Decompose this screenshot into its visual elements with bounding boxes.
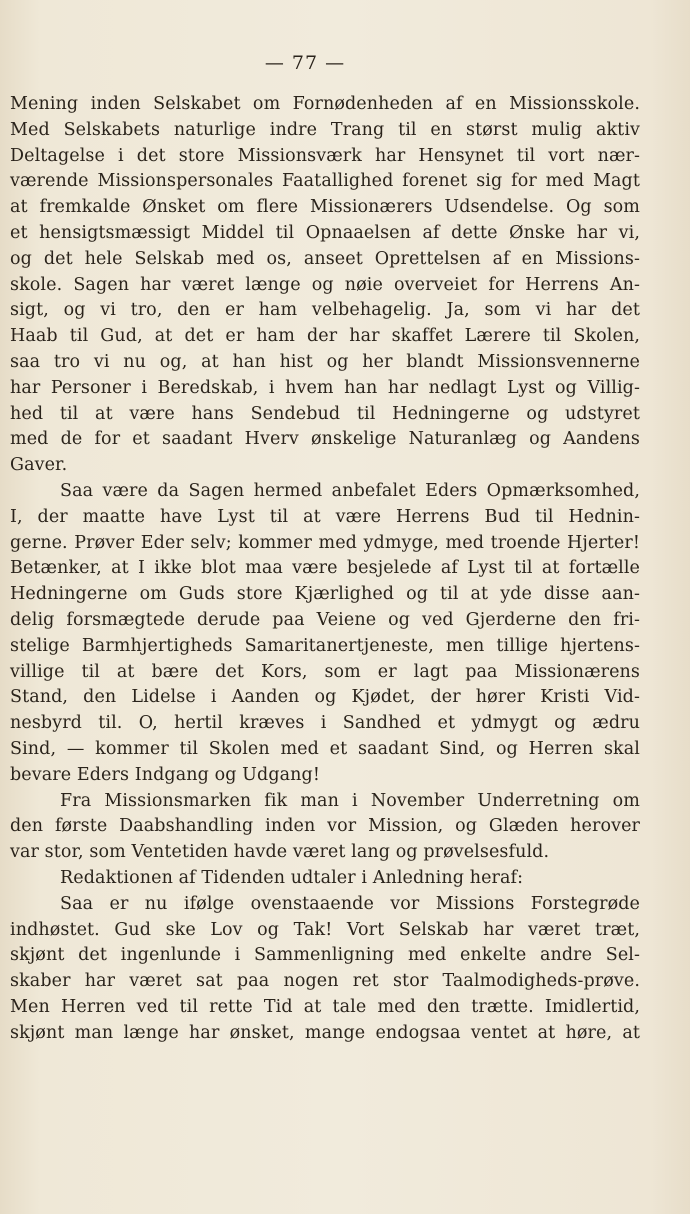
text-line: Sind, — kommer til Skolen med et saadant Sind, og Herren skal — [10, 738, 640, 759]
text-line: Deltagelse i det store Missionsværk har Hensynet til vort nær- — [10, 145, 640, 166]
page-number: — 77 — — [264, 52, 346, 74]
text-line: indhøstet. Gud ske Lov og Tak! Vort Selskab har været træt, — [10, 919, 640, 940]
text-line: og det hele Selskab med os, anseet Oprettelsen af en Missions- — [10, 248, 640, 269]
text-line: saa tro vi nu og, at han hist og her blandt Missionsvennerne — [10, 351, 640, 372]
text-line: med de for et saadant Hverv ønskelige Naturanlæg og Aandens — [10, 429, 640, 450]
text-line: Saa er nu ifølge ovenstaaende vor Missions Forstegrøde — [60, 893, 640, 914]
text-line: Gaver. — [10, 455, 68, 476]
text-line: Redaktionen af Tidenden udtaler i Anledning heraf: — [60, 867, 524, 888]
text-line: nesbyrd til. O, hertil kræves i Sandhed et ydmygt og ædru — [10, 713, 640, 734]
text-line: værende Missionspersonales Faatallighed forenet sig for med Magt — [10, 171, 640, 192]
text-line: skjønt det ingenlunde i Sammenligning med enkelte andre Sel- — [10, 945, 640, 966]
text-line: Fra Missionsmarken fik man i November Underretning om — [60, 790, 640, 811]
text-line: var stor, som Ventetiden havde været lang og prøvelsesfuld. — [10, 842, 550, 863]
text-line: bevare Eders Indgang og Udgang! — [10, 764, 320, 785]
text-line: den første Daabshandling inden vor Mission, og Glæden herover — [10, 816, 640, 837]
text-line: at fremkalde Ønsket om flere Missionærers Udsendelse. Og som — [10, 197, 640, 218]
text-line: stelige Barmhjertigheds Samaritanertjeneste, men tillige hjertens- — [10, 635, 640, 656]
text-line: hed til at være hans Sendebud til Hedningerne og udstyret — [10, 403, 640, 424]
text-line: I, der maatte have Lyst til at være Herrens Bud til Hednin- — [10, 506, 640, 527]
text-line: Men Herren ved til rette Tid at tale med den trætte. Imidlertid, — [10, 996, 640, 1017]
text-line: Hedningerne om Guds store Kjærlighed og til at yde disse aan- — [10, 584, 640, 605]
text-line: gerne. Prøver Eder selv; kommer med ydmyge, med troende Hjerter! — [10, 532, 640, 553]
text-line: et hensigtsmæssigt Middel til Opnaaelsen af dette Ønske har vi, — [10, 222, 640, 243]
text-line: sigt, og vi tro, den er ham velbehagelig. Ja, som vi har det — [10, 300, 640, 321]
text-line: delig forsmægtede derude paa Veiene og ved Gjerderne den fri- — [10, 609, 640, 630]
text-line: villige til at bære det Kors, som er lagt paa Missionærens — [10, 661, 640, 682]
text-line: skole. Sagen har været længe og nøie overveiet for Herrens An- — [10, 274, 640, 295]
text-line: har Personer i Beredskab, i hvem han har nedlagt Lyst og Villig- — [10, 377, 640, 398]
text-line: Betænker, at I ikke blot maa være besjelede af Lyst til at fortælle — [10, 558, 640, 579]
text-line: Haab til Gud, at det er ham der har skaffet Lærere til Skolen, — [10, 326, 640, 347]
text-line: skjønt man længe har ønsket, mange endogsaa ventet at høre, at — [10, 1022, 640, 1043]
text-line: skaber har været sat paa nogen ret stor Taalmodigheds-prøve. — [10, 971, 640, 992]
text-line: Saa være da Sagen hermed anbefalet Eders Opmærksomhed, — [60, 480, 640, 501]
text-line: Stand, den Lidelse i Aanden og Kjødet, der hører Kristi Vid- — [10, 687, 640, 708]
text-line: Mening inden Selskabet om Fornødenheden af en Missionsskole. — [10, 94, 640, 114]
text-line: Med Selskabets naturlige indre Trang til en størst mulig aktiv — [10, 119, 640, 140]
body-text — [10, 92, 640, 1046]
